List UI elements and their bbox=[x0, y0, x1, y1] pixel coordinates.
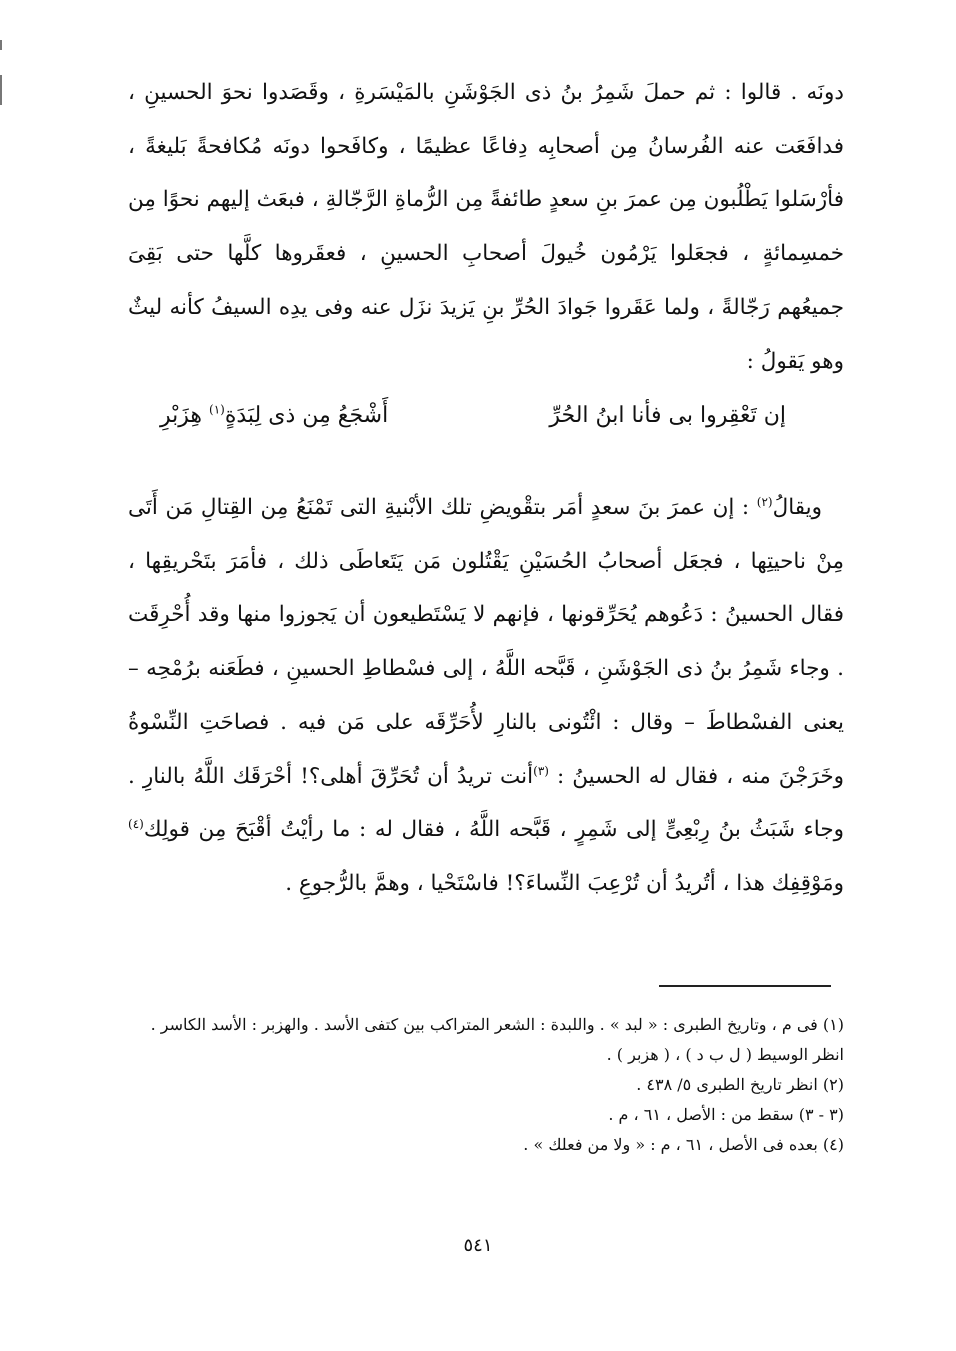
page-number: ٥٤١ bbox=[463, 1235, 493, 1256]
footnote-separator bbox=[659, 985, 831, 987]
text-run: ويقالُ bbox=[772, 495, 822, 520]
footnote-ref: (٢) bbox=[756, 494, 773, 509]
footnote-ref: (١) bbox=[209, 402, 225, 417]
footnote: (١) فى م ، وتاريخ الطبرى : « لبد » . واللبدة : الشعر المتراكب بين كتفى الأسد . والهزبر : الأسد الكاسر . انظر الوسيط ( ل ب د ) ، ( هزبر ) . bbox=[150, 1015, 844, 1064]
verse-text: هِزَبْرِ bbox=[160, 403, 209, 428]
verse-first-hemistich: إن تَعْقِروا بى فأنا ابنُ الحُرِّ bbox=[549, 403, 786, 428]
paragraph: دونَه . قالوا : ثم حملَ شَمِرُ بنُ ذى الجَوْشَنِ بالمَيْسَرةِ ، وقَصَدوا نحوَ الحسينِ ، فدافَعَت عنه الفُرسانُ مِن أصحابِه دِفاعًا عظيمًا ، وكافَحوا دونَه مُكافحةً بَليغةً ، فأرْسَلوا يَطْلُبون مِن عمرَ بنِ سعدٍ طائفةً مِن الرُّماةِ الرَّجّالةِ ، فبعَث إليهم نحوًا مِن خمسِمائةٍ ، فجعَلوا يَرْمُون خُيولَ أصحابِ الحسينِ ، فعقَروها كلَّها حتى بَقِىَ جميعُهم رَجّالةً ، ولما عَقَروا جَوادَ الحُرِّ بنِ يَزيدَ نزَل عنه وفى يدِه السيفُ كأنه ليثٌ وهو يَقولُ : bbox=[128, 80, 844, 374]
scan-margin-mark bbox=[0, 75, 2, 105]
footnote: (٢) انظر تاريخ الطبرى ٥/ ٤٣٨ . bbox=[636, 1075, 844, 1094]
poetry-verse bbox=[160, 388, 786, 444]
footnote: (٤) بعده فى الأصل ، ٦١ ، م : « ولا من فعلك » . bbox=[523, 1135, 844, 1154]
footnote-ref: (٤) bbox=[128, 817, 144, 832]
footnotes bbox=[128, 1010, 844, 1160]
main-text-block bbox=[128, 481, 844, 911]
verse-text: أَشْجَعُ مِن ذى لِبَدَةٍ bbox=[224, 403, 389, 428]
text-run: أنت تريدُ أن تُحَرِّقَ أهلى؟! أحْرَقَك اللَّهُ بالنارِ . وجاء شَبَثُ بنُ رِبْعِىٍّ إلى شَمِرٍ ، قَبَّحه اللَّهُ ، فقال له : ما رأيْتُ أقْبَحَ مِن قولِك bbox=[128, 763, 844, 843]
footnote: (٣ - ٣) سقط من : الأصل ، ٦١ ، م . bbox=[608, 1105, 844, 1124]
text-run: ومَوْقِفِك هذا ، أتُريدُ أن تُرْعِبَ النِّساءَ؟! فاسْتَحْيا ، وهمَّ بالرُّجوعِ . bbox=[285, 870, 844, 896]
paragraph bbox=[128, 481, 844, 911]
verse-second-hemistich bbox=[160, 388, 388, 444]
main-text-block bbox=[128, 66, 844, 388]
text-run: : إن عمرَ بنَ سعدٍ أمَر بتقْويضِ تلك الأبْنيةِ التى تَمْنَعُ مِن القِتالِ مَن أَتَى مِنْ ناحيتِها ، فجعَل أصحابُ الحُسَيْنِ يَقْتُلون مَن يَتَعاطَى ذلك ، فأمَرَ بتَحْريقِها ، فقال الحسينُ : دَعُوهم يُحَرِّقونها ، فإنهم لا يَسْتَطيعون أن يَجوزوا منها وقد أُحْرِقَت . وجاء شَمِرُ بنُ ذى الجَوْشَنِ ، قَبَّحه اللَّهُ ، إلى فسْطاطِ الحسينِ ، فطَعَنه برُمْحِه – يعنى الفسْطاطَ – وقال : ائْتُونى بالنارِ لأُحَرِّقَه على مَن فيه . فصاحَتِ النِّسْوةُ وخَرَجْنَ منه ، فقال له الحسينُ : bbox=[128, 495, 844, 789]
footnote-ref: (٣) bbox=[533, 763, 549, 778]
scan-margin-mark bbox=[0, 40, 2, 50]
